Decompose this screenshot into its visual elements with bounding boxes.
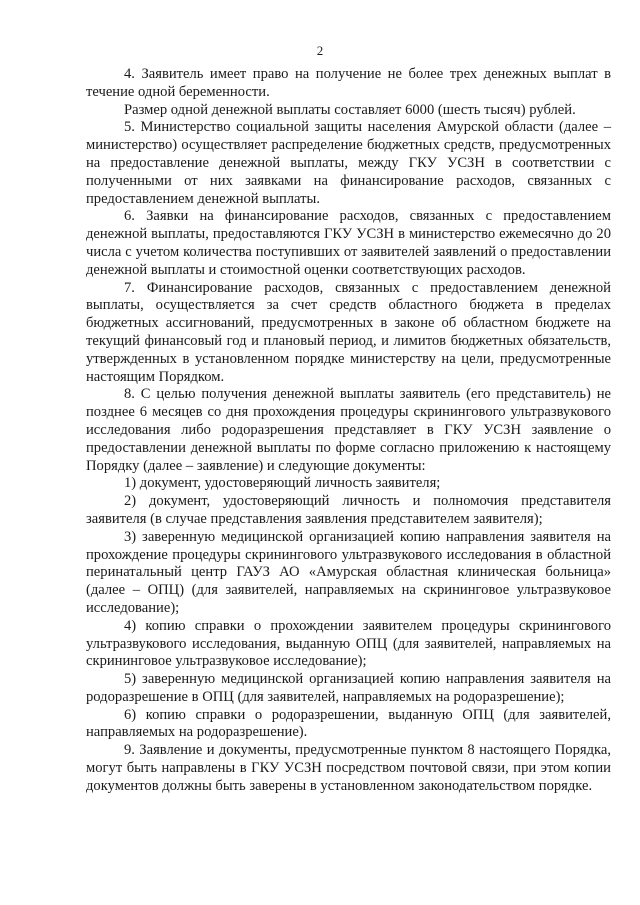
paragraph-7: 7. Финансирование расходов, связанных с предоставлением денежной выплаты, осуществляется за счет средств областного бюджета в пределах бюджетных ассигнований, предусмотренных в законе об областном бюджете на текущий финансовый год и плановый период, и лимитов бюджетных обязательств, утвержденных в установленном порядке министерству на цели, предусмотренные настоящим Порядком. xyxy=(86,279,611,385)
paragraph-8: 8. С целью получения денежной выплаты заявитель (его представитель) не позднее 6 месяцев со дня прохождения процедуры скринингового ультразвукового исследования либо родоразрешения представляет в ГКУ УСЗН заявление о предоставлении денежной выплаты по форме согласно приложению к настоящему Порядку (далее – заявление) и следующие документы: xyxy=(86,386,611,474)
list-item-3: 3) заверенную медицинской организацией копию направления заявителя на прохождение процедуры скринингового ультразвукового исследования в областной перинатальный центр ГАУЗ АО «Амурская областная клиническая больница» (далее – ОПЦ) (для заявителей, направляемых на скрининговое ультразвуковое исследование); xyxy=(86,528,611,616)
page-number: 2 xyxy=(316,43,324,58)
paragraph-5: 5. Министерство социальной защиты населения Амурской области (далее – министерство) осуществляет распределение бюджетных средств, предусмотренных на предоставление денежной выплаты, между ГКУ УСЗН в соответствии с полученными от них заявками на финансирование расходов, связанных с предоставлением денежной выплаты. xyxy=(86,119,611,207)
list-item-5: 5) заверенную медицинской организацией копию направления заявителя на родоразрешение в ОПЦ (для заявителей, направляемых на родоразрешение); xyxy=(86,671,611,705)
paragraph-6: 6. Заявки на финансирование расходов, связанных с предоставлением денежной выплаты, предоставляются ГКУ УСЗН в министерство ежемесячно до 20 числа с учетом количества поступивших от заявителей заявлений о предоставлении денежной выплаты и стоимостной оценки соответствующих расходов. xyxy=(86,208,611,278)
paragraph-4: 4. Заявитель имеет право на получение не более трех денежных выплат в течение одной беременности. xyxy=(86,66,611,100)
list-item-2: 2) документ, удостоверяющий личность и полномочия представителя заявителя (в случае представления заявления представителем заявителя); xyxy=(86,493,611,527)
list-item-4: 4) копию справки о прохождении заявителем процедуры скринингового ультразвукового исследования, выданную ОПЦ (для заявителей, направляемых на скрининговое ультразвуковое исследование); xyxy=(86,617,611,670)
list-item-1: 1) документ, удостоверяющий личность заявителя; xyxy=(124,475,441,492)
paragraph-9: 9. Заявление и документы, предусмотренные пунктом 8 настоящего Порядка, могут быть направлены в ГКУ УСЗН посредством почтовой связи, при этом копии документов должны быть заверены в установленном законодательством порядке. xyxy=(86,742,611,794)
list-item-6: 6) копию справки о родоразрешении, выданную ОПЦ (для заявителей, направляемых на родоразрешение). xyxy=(86,706,611,741)
paragraph-payment-amount: Размер одной денежной выплаты составляет 6000 (шесть тысяч) рублей. xyxy=(124,101,576,118)
document-body xyxy=(86,66,611,796)
